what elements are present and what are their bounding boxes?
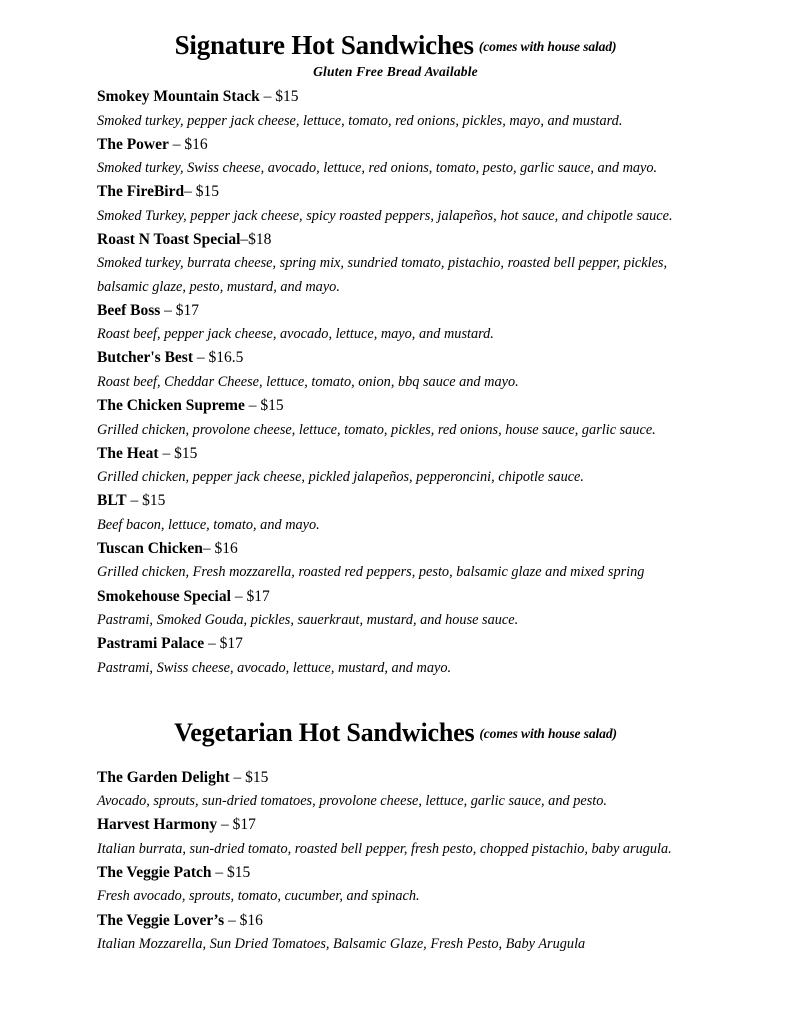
menu-item-name: The Power [97, 135, 169, 153]
menu-item [97, 133, 731, 181]
menu-item [97, 632, 731, 680]
menu-item-separator: – [230, 587, 247, 605]
menu-item-separator: – [217, 816, 233, 834]
menu-item [97, 537, 731, 585]
menu-item-price: $16.5 [208, 349, 244, 367]
menu-item-description: Fresh avocado, sprouts, tomato, cucumber, and spinach. [97, 888, 420, 905]
gluten-free-note: Gluten Free Bread Available [313, 63, 478, 79]
menu-item-price: $15 [260, 397, 284, 415]
menu-item-description: Avocado, sprouts, sun-dried tomatoes, provolone cheese, lettuce, garlic sauce, and pesto. [97, 793, 607, 810]
menu-item-name-line [97, 346, 731, 370]
menu-item [97, 85, 731, 133]
menu-item-description: Smoked turkey, burrata cheese, spring mix, sundried tomato, pistachio, roasted bell pepper, pickles, balsamic glaze, pesto, mustard, and mayo. [97, 255, 668, 295]
menu-item-separator: – [202, 539, 215, 557]
menu-item-description: Smoked turkey, pepper jack cheese, lettuce, tomato, red onions, pickles, mayo, and mustard. [97, 112, 623, 129]
menu-item-name: The FireBird [97, 183, 185, 201]
section-note: (comes with house salad) [478, 39, 617, 54]
menu-item-name: The Heat [97, 444, 159, 462]
menu-item-name-line [97, 632, 731, 656]
menu-item-separator: – [160, 301, 176, 319]
menu-item-name: Roast N Toast Special [97, 230, 241, 248]
menu-item [97, 299, 731, 347]
menu-item-separator: – [211, 863, 228, 881]
menu-item-description: Pastrami, Swiss cheese, avocado, lettuce, mustard, and mayo. [97, 659, 452, 676]
menu-item-name-line [97, 861, 731, 885]
menu-item-price: $17 [232, 816, 256, 834]
menu-item-name-line [97, 85, 731, 109]
menu-item-name-line [97, 489, 731, 513]
menu-item-price: $15 [142, 492, 166, 510]
menu-item-name-line [97, 133, 731, 157]
menu-item-separator: – [168, 135, 185, 153]
menu-item-separator: – [259, 88, 276, 106]
menu-item-name-line [97, 394, 731, 418]
menu-item-name-line [97, 299, 731, 323]
menu-item-price: $15 [174, 444, 198, 462]
menu-item [97, 489, 731, 537]
menu-item [97, 180, 731, 228]
menu-item [97, 228, 731, 299]
menu-item [97, 766, 731, 814]
menu-item-description: Roast beef, Cheddar Cheese, lettuce, tomato, onion, bbq sauce and mayo. [97, 373, 519, 390]
menu-item-name: The Veggie Lover’s [97, 911, 225, 929]
menu-item-name: Smokehouse Special [97, 587, 231, 605]
menu-item-separator: – [244, 397, 261, 415]
menu-section-vegetarian [60, 713, 731, 956]
menu-item-name-line [97, 909, 731, 933]
menu-item-name: Tuscan Chicken [97, 539, 203, 557]
menu-item-price: $16 [239, 911, 263, 929]
menu-item [97, 585, 731, 633]
menu-item-name-line [97, 585, 731, 609]
menu-item-name: Beef Boss [97, 301, 161, 319]
menu-item-price: $17 [246, 587, 270, 605]
section-heading-signature [60, 26, 731, 62]
menu-item-separator: – [126, 492, 143, 510]
menu-item [97, 394, 731, 442]
menu-item-name: Pastrami Palace [97, 635, 205, 653]
menu-item-list-signature [60, 85, 731, 680]
menu-section-signature [60, 26, 731, 680]
menu-item-price: $15 [195, 183, 219, 201]
menu-item-description: Grilled chicken, Fresh mozzarella, roasted red peppers, pesto, balsamic glaze and mixed spring [97, 564, 645, 581]
menu-item-price: $15 [227, 863, 251, 881]
menu-item-description: Grilled chicken, provolone cheese, lettuce, tomato, pickles, red onions, house sauce, garlic sauce. [97, 421, 656, 438]
menu-item-description: Italian Mozzarella, Sun Dried Tomatoes, Balsamic Glaze, Fresh Pesto, Baby Arugula [97, 936, 586, 953]
menu-item-name: Smokey Mountain Stack [97, 88, 260, 106]
menu-item [97, 442, 731, 490]
menu-item-name-line [97, 813, 731, 837]
menu-item-separator: – [184, 183, 196, 201]
menu-item [97, 909, 731, 957]
menu-item-price: $15 [275, 88, 299, 106]
menu-item [97, 861, 731, 909]
menu-item-name-line [97, 442, 731, 466]
menu-item-name: The Veggie Patch [97, 863, 212, 881]
menu-item-name: The Chicken Supreme [97, 397, 245, 415]
menu-item-separator: – [158, 444, 175, 462]
menu-item-list-vegetarian [60, 766, 731, 957]
menu-item-description: Italian burrata, sun-dried tomato, roasted bell pepper, fresh pesto, chopped pistachio, baby arugula. [97, 840, 672, 857]
menu-item-description: Pastrami, Smoked Gouda, pickles, sauerkraut, mustard, and house sauce. [97, 612, 519, 629]
section-title: Vegetarian Hot Sandwiches [174, 717, 475, 747]
section-heading-vegetarian [60, 713, 731, 749]
menu-item-description: Smoked turkey, Swiss cheese, avocado, lettuce, red onions, tomato, pesto, garlic sauce, and mayo. [97, 160, 658, 177]
menu-item-name-line [97, 180, 731, 204]
menu-item-separator: – [204, 635, 220, 653]
menu-item-name: Butcher's Best [97, 349, 194, 367]
menu-item-price: $17 [219, 635, 243, 653]
menu-item-price: $15 [245, 768, 269, 786]
menu-item-separator: – [193, 349, 209, 367]
menu-item-separator: – [240, 230, 249, 248]
menu-item [97, 813, 731, 861]
menu-item-description: Beef bacon, lettuce, tomato, and mayo. [97, 516, 320, 533]
menu-item-description: Roast beef, pepper jack cheese, avocado, lettuce, mayo, and mustard. [97, 326, 494, 343]
section-note: (comes with house salad) [479, 725, 617, 741]
menu-item-separator: – [229, 768, 246, 786]
menu-item-description: Smoked Turkey, pepper jack cheese, spicy roasted peppers, jalapeños, hot sauce, and chipotle sauce. [97, 207, 673, 224]
menu-item-price: $17 [175, 301, 200, 319]
menu-item-name-line [97, 766, 731, 790]
menu-item-price: $18 [248, 230, 272, 248]
menu-item [97, 346, 731, 394]
menu-item-price: $16 [184, 135, 208, 153]
menu-item-name-line [97, 228, 731, 252]
menu-item-separator: – [224, 911, 240, 929]
menu-item-price: $16 [214, 539, 238, 557]
menu-item-name: The Garden Delight [97, 768, 230, 786]
menu-item-name: Harvest Harmony [97, 816, 218, 834]
menu-item-name: BLT [97, 492, 127, 510]
menu-item-name-line [97, 537, 731, 561]
section-title: Signature Hot Sandwiches [174, 30, 474, 60]
menu-item-description: Grilled chicken, pepper jack cheese, pickled jalapeños, pepperoncini, chipotle sauce. [97, 469, 584, 486]
